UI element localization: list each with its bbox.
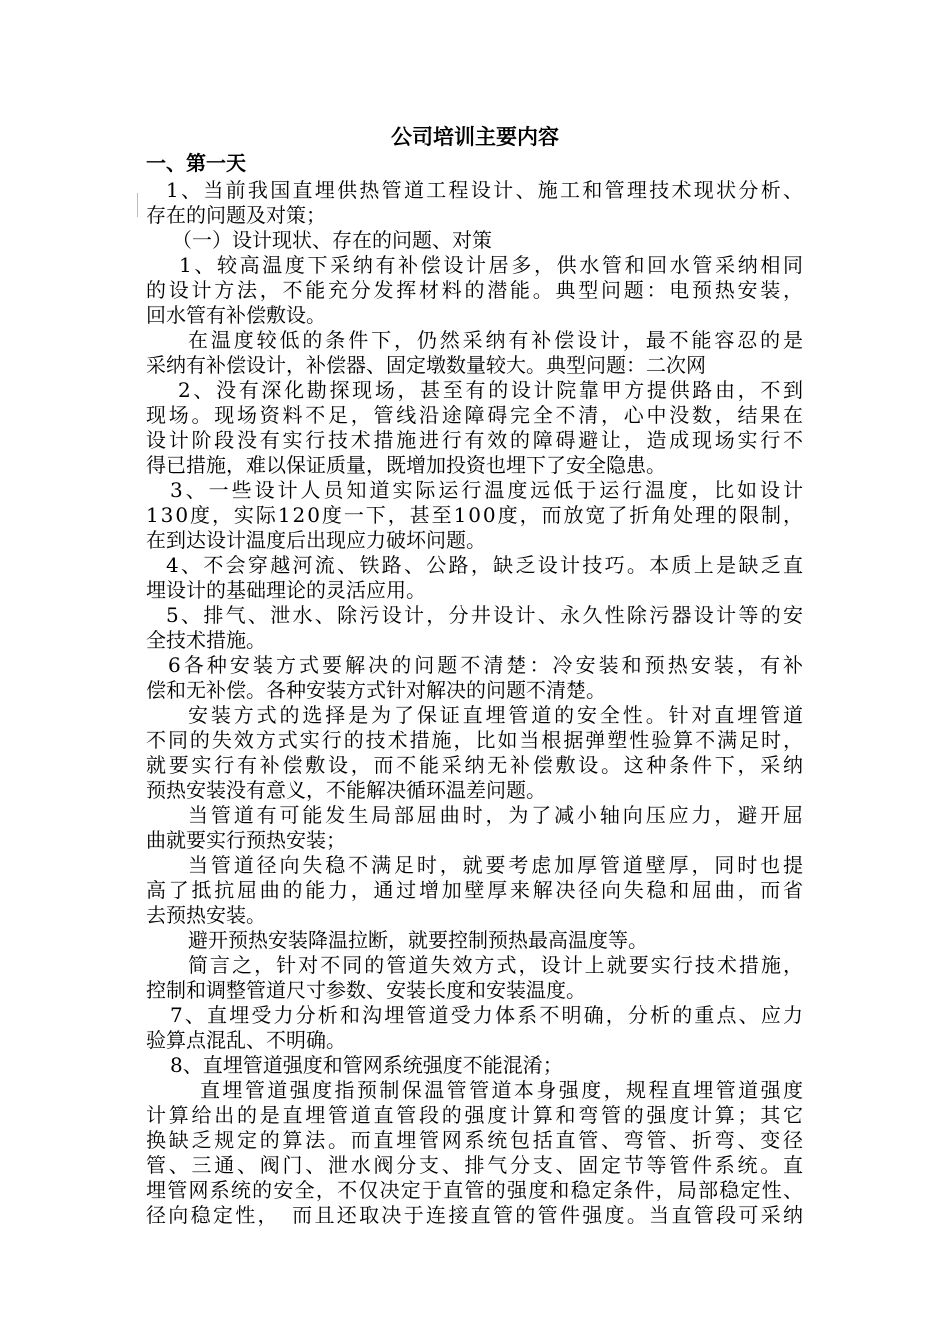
- text-line: 当管道径向失稳不满足时，就要考虑加厚管道壁厚，同时也提: [188, 853, 806, 877]
- text-line: 存在的问题及对策；: [146, 203, 326, 227]
- text-line: 计算给出的是直埋管道直管段的强度计算和弯管的强度计算；其它: [146, 1103, 806, 1127]
- text-line: 控制和调整管道尺寸参数、安装长度和安装温度。: [146, 978, 586, 1002]
- text-line: 8、直埋管道强度和管网系统强度不能混淆；: [170, 1053, 563, 1077]
- text-line: 安装方式的选择是为了保证直埋管道的安全性。针对直埋管道: [188, 703, 806, 727]
- text-line: 6各种安装方式要解决的问题不清楚：冷安装和预热安装，有补: [168, 653, 807, 677]
- text-line: 4、不会穿越河流、铁路、公路，缺乏设计技巧。本质上是缺乏直: [166, 553, 806, 577]
- text-line: 当管道有可能发生局部屈曲时，为了减小轴向压应力，避开屈: [188, 803, 806, 827]
- text-line: 验算点混乱、不明确。: [146, 1028, 346, 1052]
- text-line: 130度，实际120度一下，甚至100度，而放宽了折角处理的限制，: [146, 503, 805, 527]
- text-line: 现场。现场资料不足，管线沿途障碍完全不清，心中没数，结果在: [146, 403, 806, 427]
- text-line: 避开预热安装降温拉断，就要控制预热最高温度等。: [188, 928, 648, 952]
- text-line: 得已措施，难以保证质量，既增加投资也埋下了安全隐患。: [146, 453, 666, 477]
- text-line: 曲就要实行预热安装；: [146, 828, 346, 852]
- text-line: 在到达设计温度后出现应力破坏问题。: [146, 528, 486, 552]
- text-line: 的设计方法，不能充分发挥材料的潜能。典型问题：电预热安装，: [146, 278, 806, 302]
- text-line: 3、一些设计人员知道实际运行温度远低于运行温度，比如设计: [170, 478, 806, 502]
- text-line: 高了抵抗屈曲的能力，通过增加壁厚来解决径向失稳和屈曲，而省: [146, 878, 806, 902]
- text-line: 回水管有补偿敷设。: [146, 303, 326, 327]
- text-line: 径向稳定性， 而且还取决于连接直管的管件强度。当直管段可采纳: [146, 1203, 806, 1227]
- text-line: 采纳有补偿设计，补偿器、固定墩数量较大。典型问题：二次网: [146, 353, 706, 377]
- text-line: 埋管网系统的安全，不仅决定于直管的强度和稳定条件，局部稳定性、: [146, 1178, 805, 1202]
- text-line: 去预热安装。: [146, 903, 266, 927]
- text-line: 就要实行有补偿敷设，而不能采纳无补偿敷设。这种条件下，采纳: [146, 753, 806, 777]
- section-heading: 一、第一天: [146, 151, 246, 175]
- text-line: 在温度较低的条件下，仍然采纳有补偿设计，最不能容忍的是: [188, 328, 806, 352]
- text-line: 7、直埋受力分析和沟埋管道受力体系不明确，分析的重点、应力: [170, 1003, 806, 1027]
- text-line: 1、较高温度下采纳有补偿设计居多，供水管和回水管采纳相同: [179, 253, 806, 277]
- text-line: 管、三通、阀门、泄水阀分支、排气分支、固定节等管件系统。直: [146, 1153, 806, 1177]
- margin-mark: [137, 193, 138, 217]
- text-line: 5、排气、泄水、除污设计，分井设计、永久性除污器设计等的安: [166, 603, 806, 627]
- text-line: 换缺乏规定的算法。而直埋管网系统包括直管、弯管、折弯、变径: [146, 1128, 806, 1152]
- text-line: 简言之，针对不同的管道失效方式，设计上就要实行技术措施，: [188, 953, 806, 977]
- text-line: 设计阶段没有实行技术措施进行有效的障碍避让，造成现场实行不: [146, 428, 806, 452]
- text-line: 全技术措施。: [146, 628, 266, 652]
- text-line: 偿和无补偿。各种安装方式针对解决的问题不清楚。: [146, 678, 606, 702]
- text-line: 直埋管道强度指预制保温管管道本身强度，规程直埋管道强度: [200, 1078, 806, 1102]
- text-line: 不同的失效方式实行的技术措施，比如当根据弹塑性验算不满足时，: [146, 728, 805, 752]
- text-line: 预热安装没有意义，不能解决循环温差问题。: [146, 778, 546, 802]
- text-line: （一）设计现状、存在的问题、对策: [172, 228, 492, 252]
- text-line: 埋设计的基础理论的灵活应用。: [146, 578, 426, 602]
- text-line: 2、没有深化勘探现场，甚至有的设计院靠甲方提供路由，不到: [178, 378, 806, 402]
- text-line: 1、当前我国直埋供热管道工程设计、施工和管理技术现状分析、: [166, 178, 806, 202]
- page-title: 公司培训主要内容: [391, 124, 559, 149]
